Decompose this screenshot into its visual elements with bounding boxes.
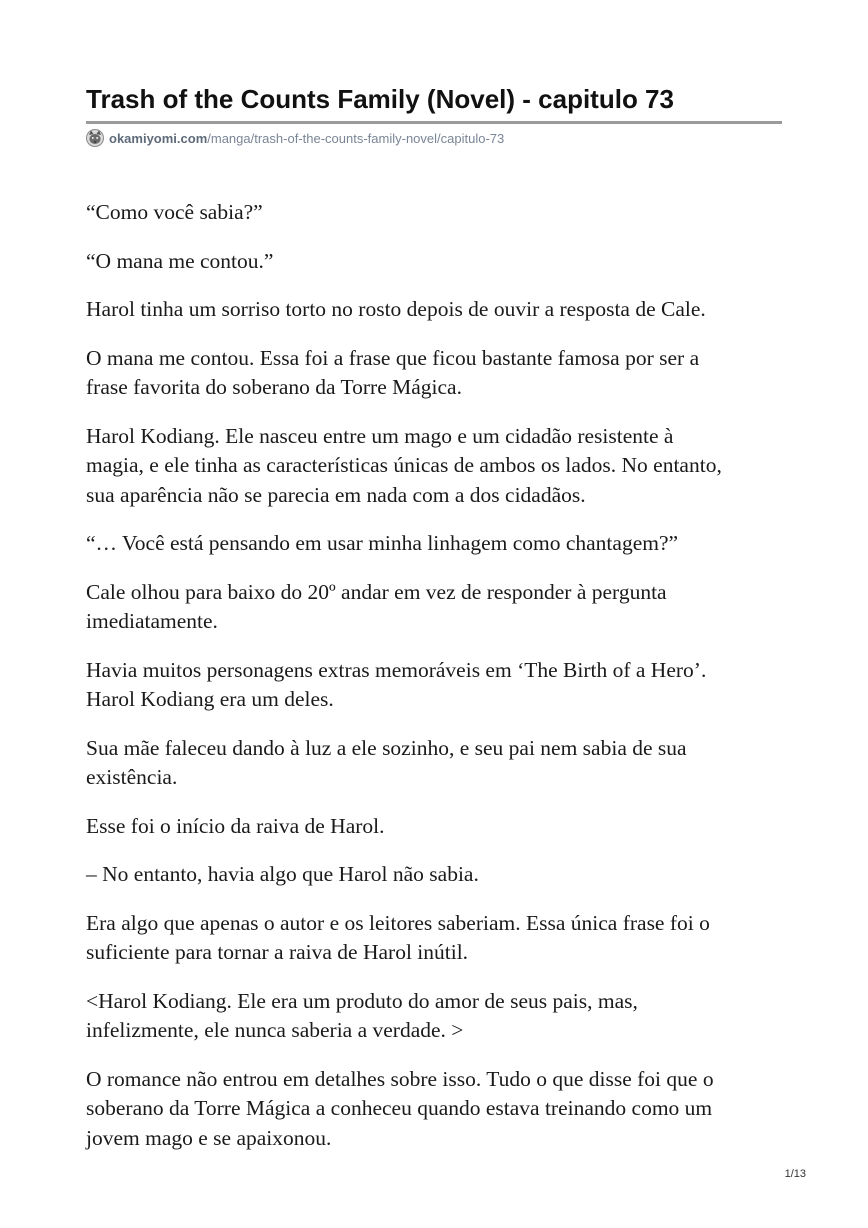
paragraph-4: O mana me contou. Essa foi a frase que ficou bastante famosa por ser a frase favorita do soberano da Torre Mágica.	[86, 345, 700, 399]
paragraph-11: – No entanto, havia algo que Harol não sabia.	[86, 862, 479, 886]
paragraph-8: Havia muitos personagens extras memoráveis em ‘The Birth of a Hero’. Harol Kodiang era um deles.	[86, 657, 707, 711]
source-line[interactable]	[86, 128, 504, 148]
paragraph-9: Sua mãe faleceu dando à luz a ele sozinho, e seu pai nem sabia de sua existência.	[86, 735, 687, 789]
page-title: Trash of the Counts Family (Novel) - capitulo 73	[86, 84, 674, 114]
paragraph-13: <Harol Kodiang. Ele era um produto do amor de seus pais, mas, infelizmente, ele nunca saberia a verdade. >	[86, 988, 638, 1042]
paragraph-3: Harol tinha um sorriso torto no rosto depois de ouvir a resposta de Cale.	[86, 297, 706, 321]
wolf-logo-icon	[86, 129, 104, 147]
source-domain[interactable]: okamiyomi.com	[109, 130, 208, 146]
paragraph-10: Esse foi o início da raiva de Harol.	[86, 813, 385, 838]
source-path[interactable]: /manga/trash-of-the-counts-family-novel/capitulo-73	[207, 130, 505, 146]
paragraph-1: “Como você sabia?”	[86, 200, 263, 224]
paragraph-6: “… Você está pensando em usar minha linhagem como chantagem?”	[86, 531, 679, 555]
paragraph-12: Era algo que apenas o autor e os leitores saberiam. Essa única frase foi o suficiente para tornar a raiva de Harol inútil.	[86, 910, 710, 964]
paragraph-14: O romance não entrou em detalhes sobre isso. Tudo o que disse foi que o soberano da Torre Mágica a conheceu quando estava treinando como um jovem mago e se apaixonou.	[86, 1066, 714, 1150]
title-divider	[86, 121, 782, 124]
paragraph-2: “O mana me contou.”	[86, 248, 274, 273]
paragraph-5: Harol Kodiang. Ele nasceu entre um mago e um cidadão resistente à magia, e ele tinha as características únicas de ambos os lados. No entanto, sua aparência não se parecia em nada com a dos cidadãos.	[86, 423, 722, 507]
article-body	[86, 198, 786, 1172]
page-number: 1/13	[784, 1168, 806, 1180]
paragraph-7: Cale olhou para baixo do 20º andar em vez de responder à pergunta imediatamente.	[86, 579, 667, 633]
